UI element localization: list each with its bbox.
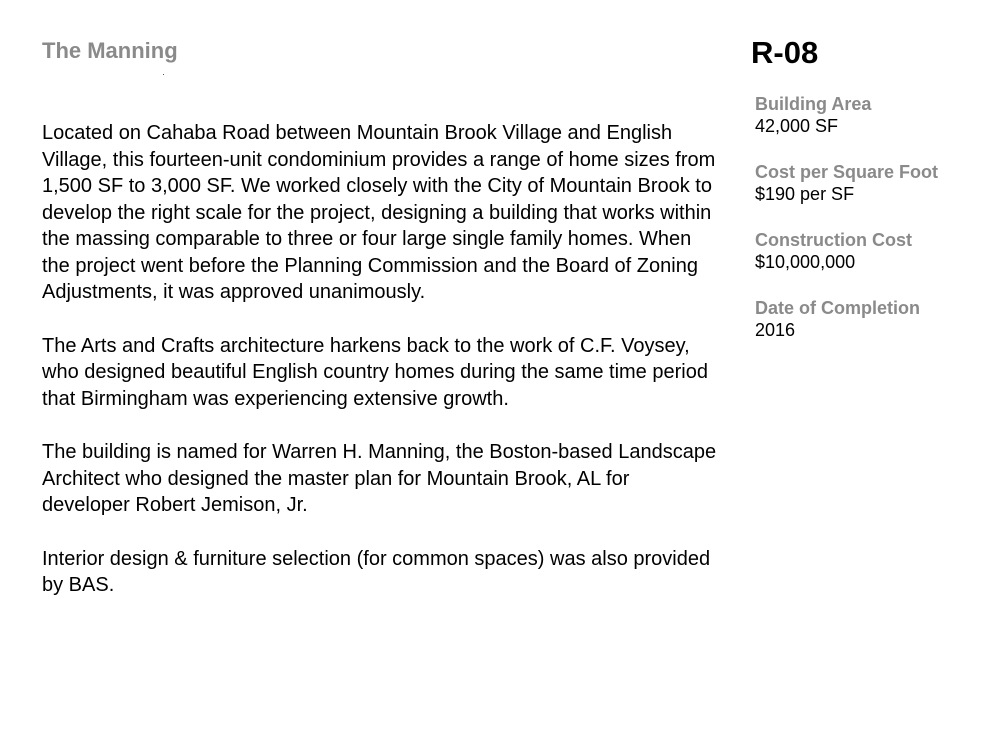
fact-value: $10,000,000: [755, 252, 856, 272]
fact-value: $190 per SF: [755, 184, 855, 204]
description-paragraph: The Arts and Crafts architecture harkens back to the work of C.F. Voysey, who designed beautiful English country homes during the same time period that Birmingham was experiencing extensive growth.: [42, 334, 708, 410]
fact-label: Date of Completion: [755, 298, 920, 318]
decorative-dot: [163, 74, 164, 75]
fact-construction-cost: [755, 229, 995, 273]
fact-building-area: [755, 93, 995, 137]
fact-label: Building Area: [755, 94, 872, 114]
fact-value: 42,000 SF: [755, 116, 839, 136]
description-paragraph: Located on Cahaba Road between Mountain Brook Village and English Village, this fourteen-unit condominium provides a range of home sizes from 1,500 SF to 3,000 SF. We worked closely with the City of Mountain Brook to develop the right scale for the project, designing a building that works within the massing comparable to three or four large single family homes. When the project went before the Planning Commission and the Board of Zoning Adjustments, it was approved unanimously.: [42, 122, 716, 303]
fact-label: Cost per Square Foot: [755, 162, 939, 182]
project-title: The Manning: [42, 38, 178, 63]
description-paragraph: Interior design & furniture selection (for common spaces) was also provided by BAS.: [42, 547, 711, 596]
project-facts: [755, 93, 995, 365]
project-description: [42, 120, 722, 626]
fact-cost-per-square-foot: [755, 161, 995, 205]
fact-label: Construction Cost: [755, 230, 912, 250]
fact-date-of-completion: [755, 297, 995, 341]
fact-value: 2016: [755, 320, 796, 340]
description-paragraph: The building is named for Warren H. Manning, the Boston-based Landscape Architect who designed the master plan for Mountain Brook, AL for developer Robert Jemison, Jr.: [42, 441, 717, 516]
project-code: R-08: [751, 35, 819, 70]
